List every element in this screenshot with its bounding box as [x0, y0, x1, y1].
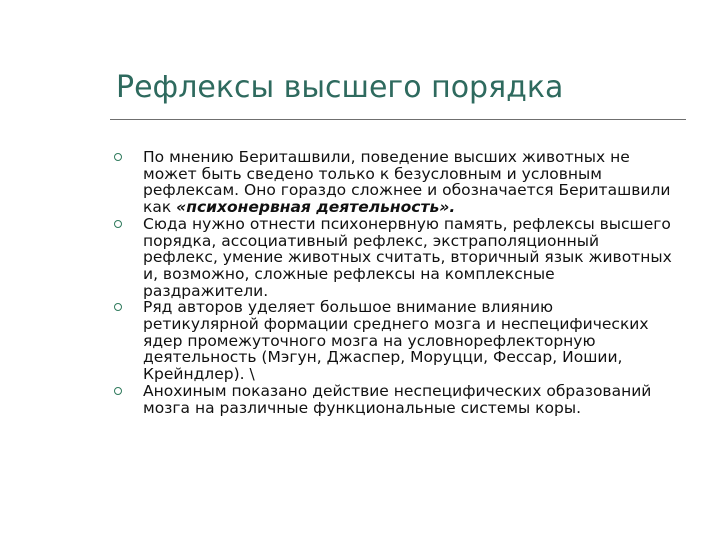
slide-title: Рефлексы высшего порядка	[116, 70, 564, 105]
hollow-circle-icon	[114, 387, 122, 395]
bullet-text-1	[143, 149, 672, 216]
bullet-item-4	[112, 383, 672, 416]
hollow-circle-icon	[114, 153, 122, 161]
title-divider	[110, 119, 686, 120]
hollow-circle-icon	[114, 303, 122, 311]
bullet-text-4: Анохиным показано действие неспецифических образований мозга на различные функциональные системы коры.	[143, 381, 652, 417]
bullet-list	[112, 149, 672, 416]
bullet-item-3	[112, 299, 672, 383]
bullet-item-1	[112, 149, 672, 216]
bullet-item-2	[112, 216, 672, 300]
bullet-text-3: Ряд авторов уделяет большое внимание влиянию ретикулярной формации среднего мозга и неспецифических ядер промежуточного мозга на условнорефлекторную деятельность (Мэгун, Джаспер, Моруцци, Фессар, Иошии, Крейндлер). \	[143, 298, 649, 384]
hollow-circle-icon	[114, 220, 122, 228]
bullet-text-2: Сюда нужно отнести психонервную память, рефлексы высшего порядка, ассоциативный рефлекс, экстраполяционный рефлекс, умение животных считать, вторичный язык животных и, возможно, сложные рефлексы на комплексные раздражители.	[143, 214, 672, 300]
bullet-text-1-plain: По мнению Бериташвили, поведение высших животных не может быть сведено только к безусловным и условным рефлексам. Оно гораздо сложнее и обозначается Бериташвили как	[143, 148, 671, 217]
bullet-text-1-emphasis: «психонервная деятельность».	[176, 198, 456, 217]
